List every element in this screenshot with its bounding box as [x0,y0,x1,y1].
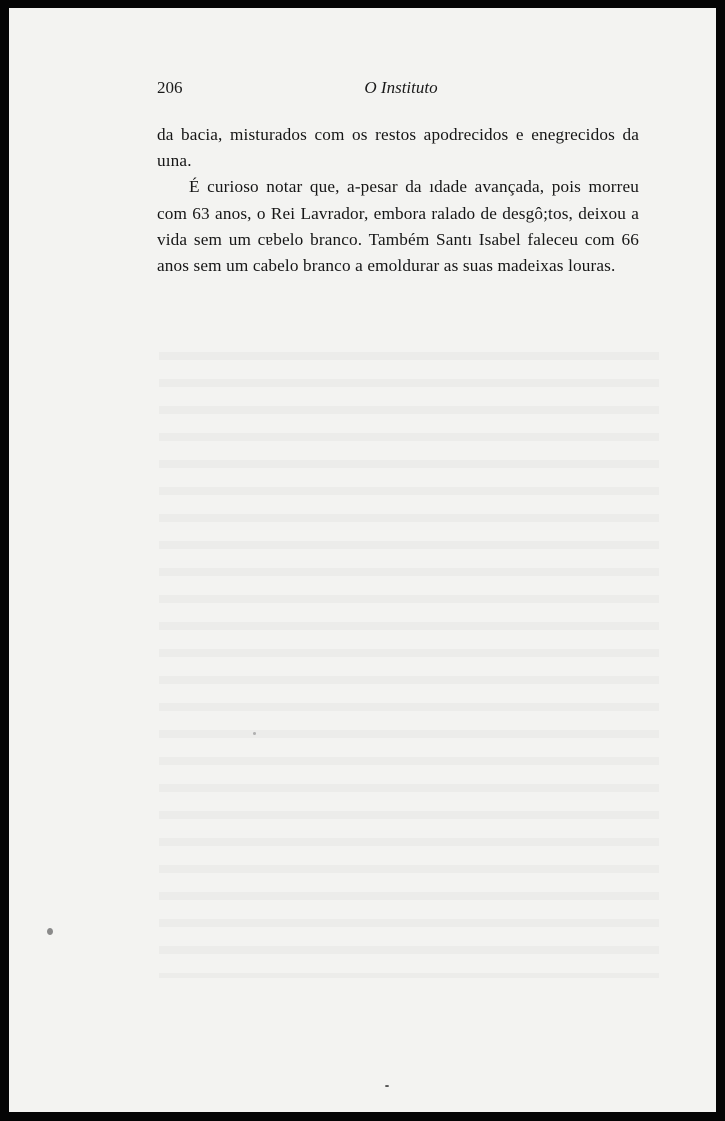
ink-speck [47,928,53,935]
journal-title: O Instituto [364,78,438,97]
paragraph: da bacia, misturados com os restos apodrecidos e enegrecidos da uına. [157,125,639,171]
paragraph: É curioso notar que, a-pesar da ıdade avançada, pois morreu com 63 anos, o Rei Lavrador, embora ralado de desgô;tos, deixou a vida sem um cɐbelo branco. Também Santı Isabel faleceu com 66 anos sem um cabelo branco a emoldurar as suas madeixas louras. [157,177,639,276]
ink-speck [385,1085,389,1087]
document-page [9,8,716,1112]
page-number: 206 [157,78,183,97]
running-head [157,78,637,102]
ink-speck [253,732,256,735]
bleed-through-texture [159,338,659,978]
body-text [157,122,639,279]
